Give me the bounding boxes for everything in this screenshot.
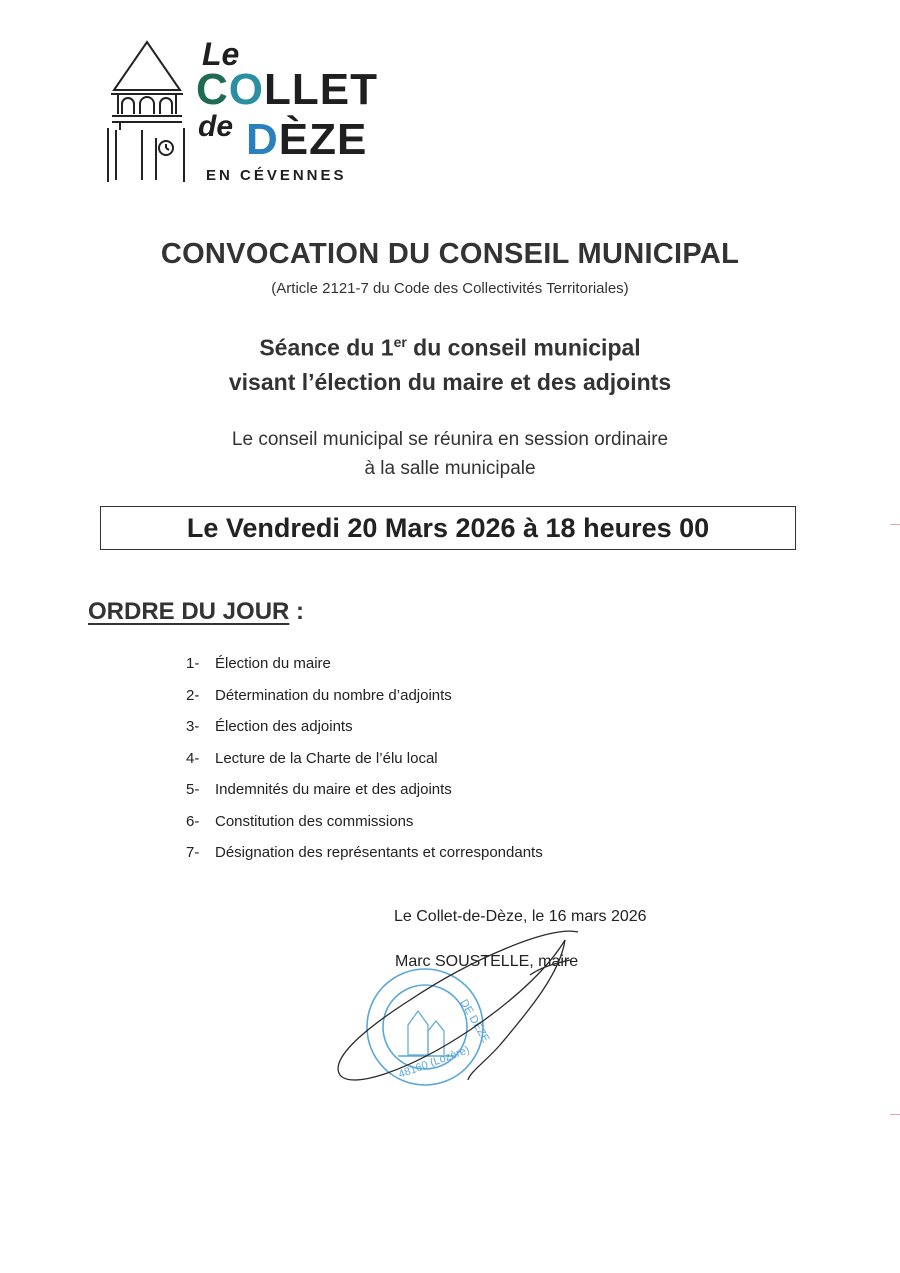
- seance-line1-a: Séance du 1: [259, 334, 394, 361]
- logo-letter: L: [264, 65, 292, 114]
- list-item: [186, 685, 543, 717]
- logo-letter: O: [228, 65, 265, 114]
- seance-line1-sup: er: [393, 334, 407, 350]
- agenda-item-number: 1-: [186, 655, 200, 672]
- logo-cevennes: EN CÉVENNES: [206, 167, 347, 184]
- scan-edge-mark: [890, 1114, 900, 1115]
- intro-line2: à la salle municipale: [364, 458, 536, 479]
- signer-name: Marc SOUSTELLE, maire: [395, 953, 579, 970]
- logo-letter: E: [337, 115, 368, 164]
- agenda-item-number: 7-: [186, 844, 200, 861]
- agenda-heading-colon: :: [289, 598, 305, 625]
- list-item: [186, 653, 543, 685]
- logo-collet: [196, 65, 379, 114]
- place-and-date: Le Collet-de-Dèze, le 16 mars 2026: [394, 908, 647, 925]
- logo-deze: [246, 115, 368, 164]
- intro-line1: Le conseil municipal se réunira en session ordinaire: [231, 429, 669, 450]
- clock-tower-icon: [106, 40, 188, 184]
- logo-letter: E: [319, 65, 351, 114]
- logo-letter: Z: [309, 115, 338, 164]
- agenda-item-number: 3-: [186, 718, 200, 735]
- agenda-heading: [88, 598, 304, 626]
- seance-heading: [0, 325, 900, 399]
- logo-letter: D: [246, 115, 279, 164]
- agenda-item-label: Désignation des représentants et correspondants: [215, 844, 543, 861]
- agenda-heading-text: ORDRE DU JOUR: [88, 598, 290, 625]
- svg-text:48160 (Lozère): 48160 (Lozère): [396, 1044, 472, 1081]
- agenda-item-number: 5-: [186, 781, 200, 798]
- agenda-item-label: Lecture de la Charte de l’élu local: [215, 749, 438, 767]
- agenda-item-number: 6-: [186, 812, 200, 830]
- agenda-item-number: 4-: [186, 749, 200, 767]
- list-item: [186, 779, 543, 811]
- seance-line1-b: du conseil municipal: [406, 334, 641, 361]
- logo-letter: È: [278, 115, 310, 164]
- agenda-list: [186, 653, 543, 874]
- seance-line2: visant l’élection du maire et des adjoints: [228, 368, 672, 395]
- intro-text: [0, 425, 900, 483]
- list-item: [186, 842, 543, 874]
- document-title: CONVOCATION DU CONSEIL MUNICIPAL: [160, 238, 740, 270]
- svg-text:DE DÈZE: DE DÈZE: [457, 997, 492, 1045]
- scan-edge-mark: [890, 524, 900, 525]
- agenda-item-label: Élection du maire: [215, 655, 331, 672]
- agenda-item-label: Constitution des commissions: [215, 812, 414, 830]
- signature-and-stamp: [320, 920, 600, 1090]
- logo-de: de: [198, 110, 234, 143]
- meeting-date-box: Le Vendredi 20 Mars 2026 à 18 heures 00: [100, 506, 796, 550]
- legal-reference: (Article 2121-7 du Code des Collectivités Territoriales): [271, 280, 629, 297]
- list-item: [186, 748, 543, 780]
- agenda-item-label: Détermination du nombre d’adjoints: [215, 686, 452, 704]
- list-item: [186, 716, 543, 748]
- logo-letter: T: [350, 65, 379, 114]
- list-item: [186, 811, 543, 843]
- agenda-item-label: Indemnités du maire et des adjoints: [215, 781, 452, 798]
- agenda-item-number: 2-: [186, 686, 200, 704]
- agenda-item-label: Élection des adjoints: [215, 718, 353, 735]
- logo-le: Le: [202, 36, 240, 72]
- logo-letter: L: [291, 65, 320, 114]
- logo-letter: C: [196, 65, 229, 114]
